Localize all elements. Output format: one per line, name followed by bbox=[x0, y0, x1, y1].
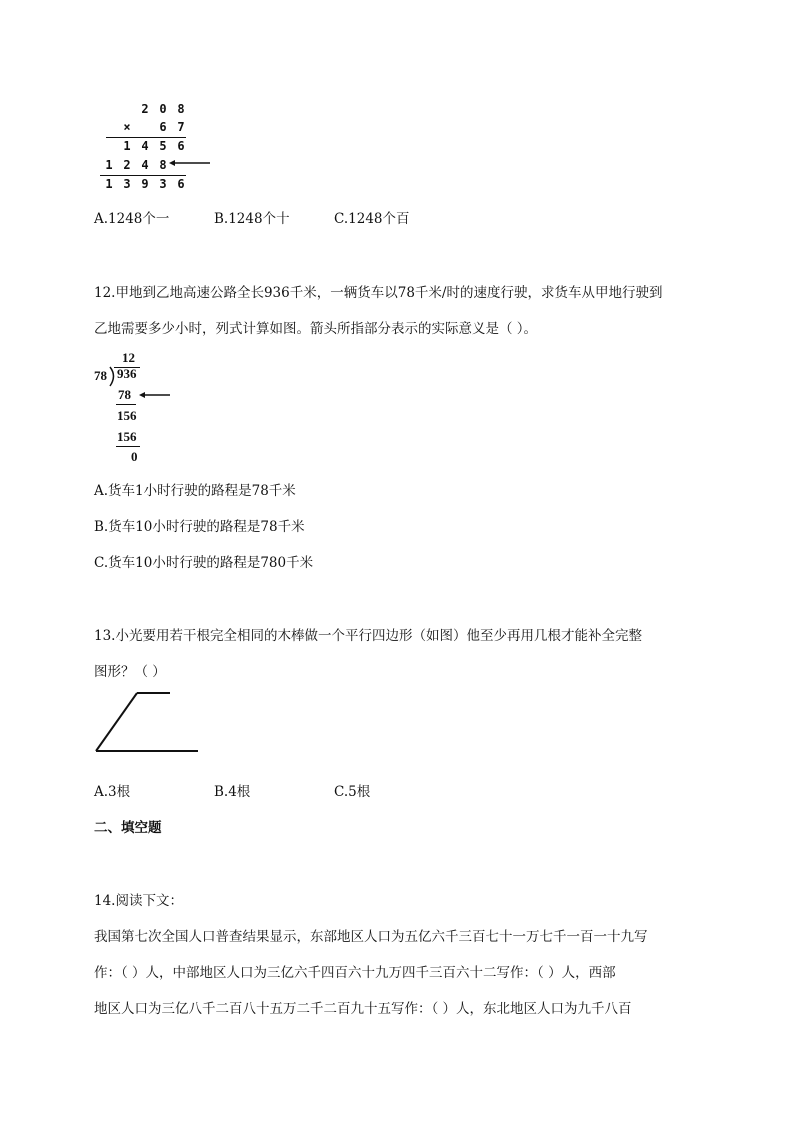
q12-option-a[interactable]: A.货车1小时行驶的路程是78千米 bbox=[94, 483, 296, 499]
arrow-icon bbox=[138, 390, 172, 400]
q12-option-b[interactable]: B.货车10小时行驶的路程是78千米 bbox=[94, 519, 305, 535]
parallelogram-figure bbox=[92, 690, 202, 756]
mult-digit: 2 bbox=[123, 158, 131, 172]
division-line bbox=[116, 404, 136, 405]
mult-digit: 4 bbox=[141, 158, 149, 172]
q13-text-line1: 13.小光要用若干根完全相同的木棒做一个平行四边形（如图）他至少再用几根才能补全完整 bbox=[94, 628, 642, 644]
section-title: 二、填空题 bbox=[94, 820, 162, 836]
mult-digit: 6 bbox=[177, 177, 185, 191]
q14-paragraph-line1: 我国第七次全国人口普查结果显示，东部地区人口为五亿六千三百七十一万七千一百一十九写 bbox=[94, 929, 648, 945]
division-line bbox=[116, 446, 140, 447]
division-remainder: 0 bbox=[131, 449, 138, 464]
mult-digit: 5 bbox=[159, 139, 167, 153]
division-step1: 78 bbox=[118, 387, 131, 402]
division-step3: 156 bbox=[117, 429, 137, 444]
mult-digit: 7 bbox=[177, 120, 185, 134]
mult-line bbox=[100, 175, 186, 176]
division-divisor: 78 bbox=[94, 368, 107, 383]
mult-digit: 1 bbox=[105, 177, 113, 191]
mult-digit: 0 bbox=[159, 102, 167, 116]
mult-line bbox=[106, 137, 186, 138]
q13-text-line2: 图形？（ ） bbox=[94, 664, 166, 680]
q11-option-a[interactable]: A.1248个一 bbox=[94, 211, 170, 227]
mult-digit: 9 bbox=[141, 177, 149, 191]
q12-text-line2: 乙地需要多少小时，列式计算如图。箭头所指部分表示的实际意义是（ ）。 bbox=[94, 321, 538, 337]
mult-digit: 1 bbox=[123, 139, 131, 153]
q12-text-line1: 12.甲地到乙地高速公路全长936千米，一辆货车以78千米/时的速度行驶，求货车从甲地行驶到 bbox=[94, 285, 663, 301]
q14-heading: 14.阅读下文： bbox=[94, 893, 183, 909]
mult-digit: 3 bbox=[123, 177, 131, 191]
mult-digit: 1 bbox=[105, 158, 113, 172]
q12-option-c[interactable]: C.货车10小时行驶的路程是780千米 bbox=[94, 555, 314, 571]
mult-digit: 6 bbox=[159, 120, 167, 134]
q13-option-a[interactable]: A.3根 bbox=[94, 784, 131, 800]
mult-digit: 2 bbox=[141, 102, 149, 116]
division-quotient: 12 bbox=[122, 350, 135, 365]
q13-option-c[interactable]: C.5根 bbox=[334, 784, 371, 800]
long-division-figure bbox=[90, 350, 200, 468]
mult-digit: 8 bbox=[159, 158, 167, 172]
q14-paragraph-line3: 地区人口为三亿八千二百八十五万二千二百九十五写作：（ ）人，东北地区人口为九千八百 bbox=[94, 1001, 632, 1017]
mult-digit: 4 bbox=[141, 139, 149, 153]
q14-paragraph-line2: 作：（ ）人，中部地区人口为三亿六千四百六十九万四千三百六十二写作：（ ）人，西部 bbox=[94, 965, 616, 981]
mult-digit: 6 bbox=[177, 139, 185, 153]
mult-digit: 3 bbox=[159, 177, 167, 191]
q13-option-b[interactable]: B.4根 bbox=[214, 784, 251, 800]
arrow-icon bbox=[168, 158, 212, 168]
mult-digit: 8 bbox=[177, 102, 185, 116]
multiply-sign: × bbox=[123, 120, 131, 134]
multiplication-figure bbox=[100, 100, 220, 195]
division-step2: 156 bbox=[117, 408, 137, 423]
division-dividend: 936 bbox=[117, 366, 137, 381]
q11-option-c[interactable]: C.1248个百 bbox=[334, 211, 410, 227]
q11-option-b[interactable]: B.1248个十 bbox=[214, 211, 290, 227]
